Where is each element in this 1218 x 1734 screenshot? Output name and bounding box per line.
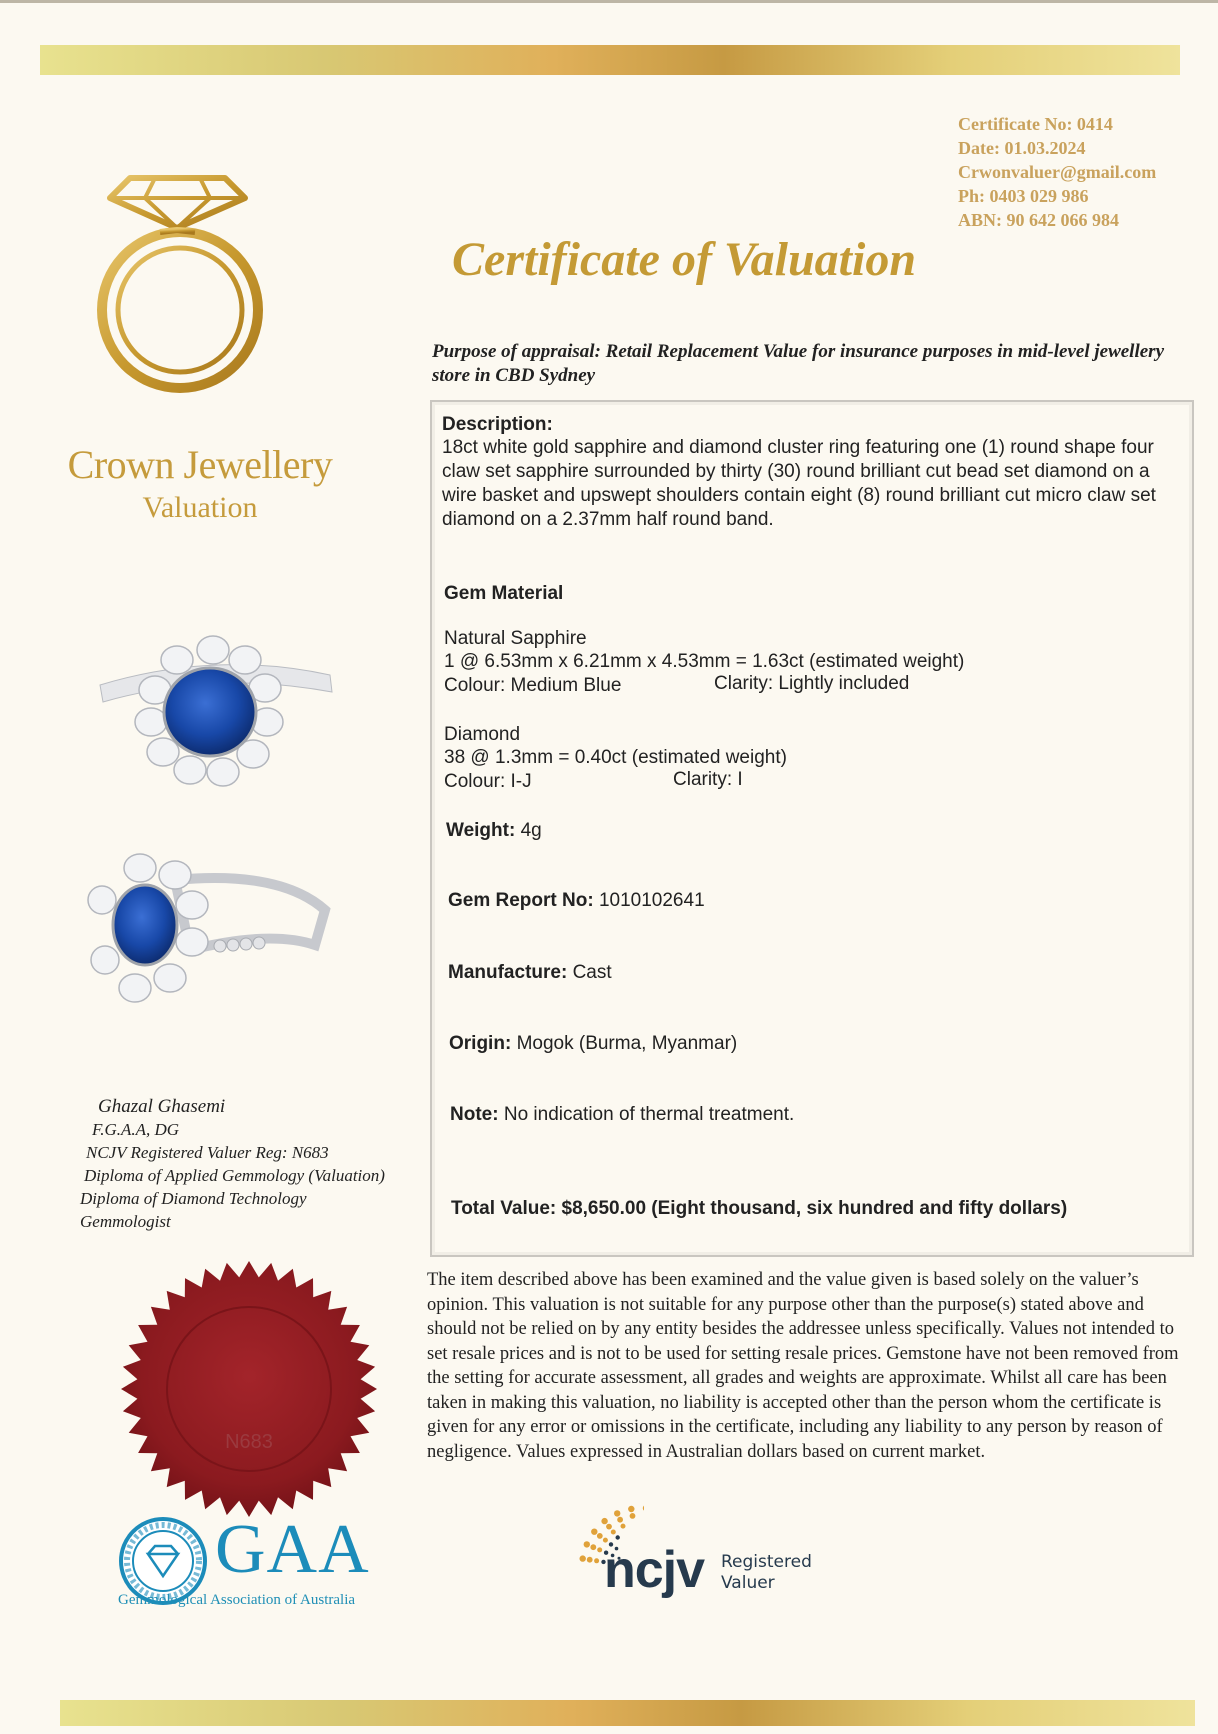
weight-row [446,820,542,842]
origin-row [449,1033,737,1055]
disclaimer-text: The item described above has been examined and the value given is based solely on the valuer’s opinion. This valuation is not suitable for any purpose other than the purpose(s) stated above and should not be relied on by any entity besides the addressee unless specifically. Values not intended to set resale prices and is not to be used for setting resale prices. Gemstone have not been removed from the setting for accurate assessment, all grades and weights are approximate. Whilst all care has been taken in making this valuation, no liability is accepted other than the person whom the certificate is given for any error or omissions in the certificate, including any liability to any person by reason of negligence. Values expressed in Australian dollars based on current market. [427,1270,1179,1462]
ncjv-valuer: Valuer [721,1573,775,1593]
ncjv-dot [614,1510,620,1516]
ncjv-dot [591,1529,597,1535]
gaa-full-name: Gemmological Association of Australia [118,1592,356,1608]
sapphire-name: Natural Sapphire [444,628,587,649]
weight-value: 4g [520,820,542,841]
ncjv-dot [601,1518,607,1524]
sapphire-clarity: Clarity: Lightly included [714,673,910,694]
note-value: No indication of thermal treatment. [503,1104,795,1125]
ncjv-dot [594,1558,599,1563]
valuer-title: Gemmologist [80,1212,171,1231]
gem-material-label: Gem Material [444,583,564,604]
manufacture-label: Manufacture: [448,962,568,983]
brand-name [40,442,360,526]
ncjv-dot [597,1533,603,1539]
ncjv-dot [628,1506,634,1512]
ncjv-dot [617,1517,623,1523]
top-border [0,0,1218,3]
ring-side-view-image [80,850,340,1015]
ncjv-dot [606,1524,612,1530]
ncjv-dot [621,1524,626,1529]
total-value: Total Value: $8,650.00 (Eight thousand, six hundred and fifty dollars) [451,1198,1068,1219]
ncjv-dot [630,1513,636,1519]
ring-top-view-image [95,630,335,805]
description-text: 18ct white gold sapphire and diamond cluster ring featuring one (1) round shape four claw set sapphire surrounded by thirty (30) round brilliant cut bead set diamond on a wire basket and upswept shoulders contain eight (8) round brilliant cut micro claw set diamond on a 2.37mm half round band. [442,437,1156,530]
top-gold-band [40,45,1180,75]
brand-subtitle: Valuation [142,491,258,524]
valuer-credentials: F.G.A.A, DG [92,1120,180,1139]
ncjv-dot [597,1547,602,1552]
certificate-meta [958,112,1156,232]
brand-title: Crown Jewellery [67,442,333,487]
ncjv-registered-valuer [721,1552,812,1594]
seal-number: N683 [225,1431,273,1453]
valuer-signature-block [80,1095,385,1233]
diamond-measure: 38 @ 1.3mm = 0.40ct (estimated weight) [444,747,787,768]
purpose-of-appraisal: Purpose of appraisal: Retail Replacement Value for insurance purposes in mid-level jewellery store in CBD Sydney [432,341,1165,386]
valuer-diploma-gemmology: Diploma of Applied Gemmology (Valuation) [84,1166,385,1185]
ncjv-wordmark: ncjv [604,1541,705,1599]
valuer-name: Ghazal Ghasemi [98,1096,226,1117]
contact-phone: Ph: 0403 029 986 [958,186,1089,206]
ncjv-dot [580,1555,586,1561]
weight-label: Weight: [446,820,516,841]
sapphire-measure: 1 @ 6.53mm x 6.21mm x 4.53mm = 1.63ct (estimated weight) [444,651,965,672]
manufacture-row [448,962,612,984]
gaa-letters: GAA [215,1511,370,1588]
valuer-registration: NCJV Registered Valuer Reg: N683 [86,1143,329,1162]
red-wax-seal-icon [118,1258,380,1520]
ncjv-dot [584,1541,590,1547]
origin-label: Origin: [449,1033,512,1054]
ncjv-dot [643,1505,644,1511]
diamond-name: Diamond [444,724,521,745]
ncjv-registered: Registered [721,1552,812,1572]
gem-report-row [448,890,705,912]
sapphire-colour: Colour: Medium Blue [444,675,622,696]
bottom-gold-band [60,1700,1195,1726]
manufacture-value: Cast [572,962,612,983]
abn-number: ABN: 90 642 066 984 [958,210,1119,230]
description-label: Description: [442,414,553,435]
valuer-diploma-diamond: Diploma of Diamond Technology [80,1189,307,1208]
gem-report-value: 1010102641 [598,890,705,911]
note-label: Note: [450,1104,499,1125]
gem-report-label: Gem Report No: [448,890,594,911]
ncjv-dot [590,1544,596,1550]
ncjv-dot [587,1557,593,1563]
ncjv-dot [611,1530,616,1535]
diamond-colour: Colour: I-J [444,771,532,792]
diamond-clarity: Clarity: I [673,769,743,790]
certificate-number: Certificate No: 0414 [958,114,1113,134]
note-row [450,1104,794,1126]
crown-ring-logo-icon [85,170,315,430]
page-title: Certificate of Valuation [452,233,917,286]
certificate-date: Date: 01.03.2024 [958,138,1086,158]
origin-value: Mogok (Burma, Myanmar) [516,1033,738,1054]
contact-email: Crwonvaluer@gmail.com [958,162,1157,182]
